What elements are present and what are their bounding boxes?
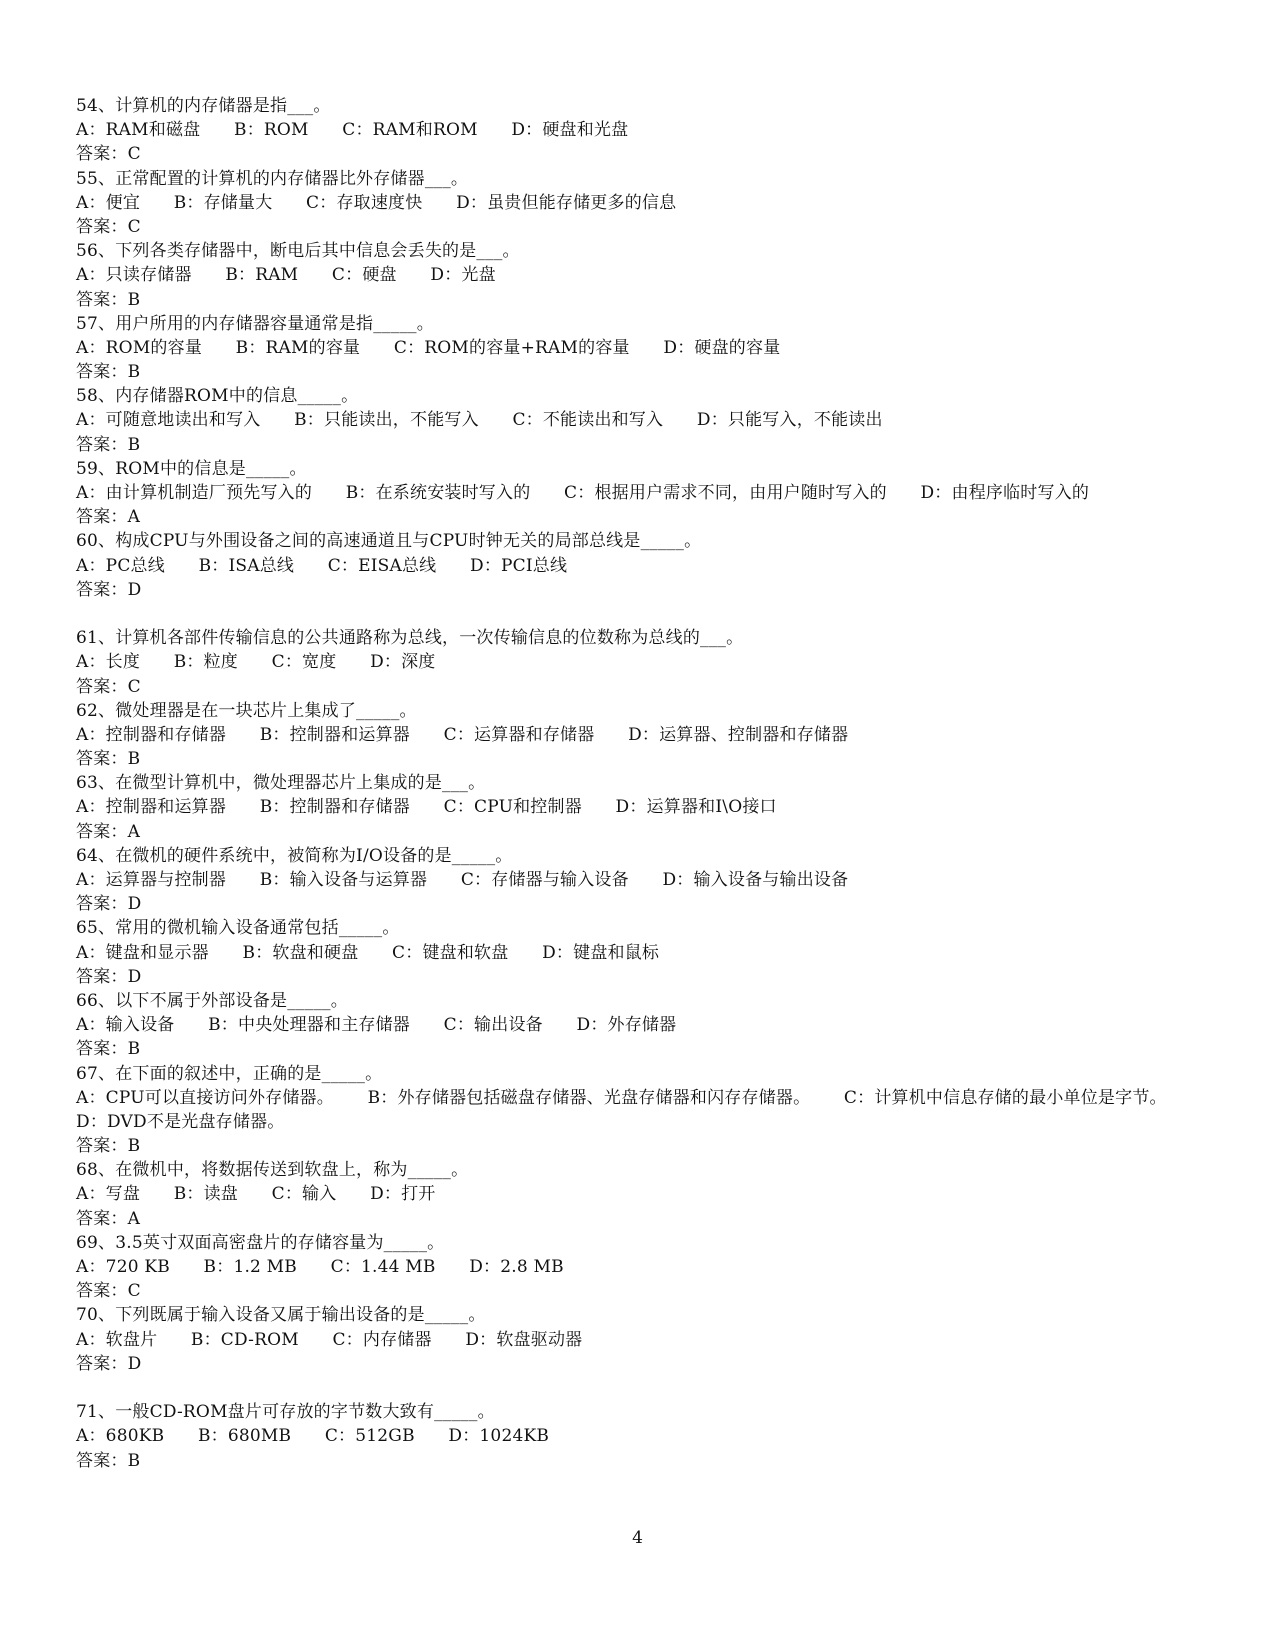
option-c: C：根据用户需求不同，由用户随时写入的 <box>564 483 887 503</box>
option-c: C：存储器与输入设备 <box>460 870 629 891</box>
option-d: D：打开 <box>370 1184 436 1205</box>
option-c: C：输入 <box>271 1184 337 1205</box>
question-block <box>76 384 1206 457</box>
option-a: A：PC总线 <box>76 555 165 576</box>
question-block <box>76 844 1206 917</box>
options-line <box>76 1182 1206 1206</box>
option-c: C：1.44 MB <box>330 1257 436 1278</box>
options-line <box>76 191 1206 215</box>
question-block <box>76 916 1206 989</box>
option-c: C：运算器和存储器 <box>443 724 595 745</box>
option-d: D：DVD不是光盘存储器。 <box>76 1111 285 1132</box>
question-text: 57、用户所用的内存储器容量通常是指_____。 <box>76 313 434 334</box>
question-block <box>76 239 1206 312</box>
question-block <box>76 1062 1206 1159</box>
option-a: A：只读存储器 <box>76 265 192 286</box>
option-a: A：写盘 <box>76 1184 141 1205</box>
option-a: A：可随意地读出和写入 <box>76 410 261 431</box>
question-block <box>76 1231 1206 1304</box>
option-d: D：深度 <box>370 652 436 673</box>
option-b: B：中央处理器和主存储器 <box>208 1015 411 1036</box>
option-b: B：1.2 MB <box>203 1257 297 1278</box>
option-a: A：RAM和磁盘 <box>76 120 201 141</box>
option-b: B：ISA总线 <box>198 555 295 576</box>
option-c: C：ROM的容量+RAM的容量 <box>393 337 630 358</box>
option-a: A：控制器和存储器 <box>76 724 227 745</box>
option-b: B：控制器和存储器 <box>259 797 410 818</box>
answer-text: 答案：D <box>76 894 142 915</box>
option-a: A：长度 <box>76 652 141 673</box>
option-c: C：内存储器 <box>332 1329 432 1350</box>
option-d: D：硬盘的容量 <box>663 337 781 358</box>
answer-text: 答案：B <box>76 289 141 310</box>
answer-text: 答案：A <box>76 1208 141 1229</box>
question-text: 56、下列各类存储器中，断电后其中信息会丢失的是___。 <box>76 241 520 262</box>
option-d: D：外存储器 <box>576 1015 677 1036</box>
option-b: B：RAM <box>225 265 299 286</box>
options-line <box>76 941 1206 965</box>
answer-text: 答案：D <box>76 966 142 987</box>
option-d: D：1024KB <box>448 1426 550 1447</box>
options-line <box>76 481 1206 505</box>
question-block <box>76 1400 1206 1473</box>
answer-text: 答案：B <box>76 434 141 455</box>
question-text: 69、3.5英寸双面高密盘片的存储容量为_____。 <box>76 1232 445 1253</box>
options-line <box>76 1086 1206 1134</box>
option-c: C：键盘和软盘 <box>392 942 509 963</box>
options-line <box>76 263 1206 287</box>
question-text: 68、在微机中，将数据传送到软盘上，称为_____。 <box>76 1160 469 1181</box>
question-block <box>76 457 1206 530</box>
question-text: 54、计算机的内存储器是指___。 <box>76 96 331 116</box>
question-text: 64、在微机的硬件系统中，被简称为I/O设备的是_____。 <box>76 845 513 866</box>
question-text: 71、一般CD-ROM盘片可存放的字节数大致有_____。 <box>76 1402 495 1423</box>
question-block <box>76 1158 1206 1231</box>
option-a: A：软盘片 <box>76 1329 158 1350</box>
option-a: A：运算器与控制器 <box>76 870 227 891</box>
question-block <box>76 94 1206 167</box>
options-line <box>76 554 1206 578</box>
option-d: D：硬盘和光盘 <box>511 120 629 141</box>
option-a: A：ROM的容量 <box>76 337 203 358</box>
option-d: D：运算器和I\O接口 <box>615 797 777 818</box>
option-b: B：在系统安装时写入的 <box>345 483 531 503</box>
option-d: D：运算器、控制器和存储器 <box>628 724 849 745</box>
answer-text: 答案：B <box>76 1450 141 1471</box>
options-line <box>76 723 1206 747</box>
option-b: B：外存储器包括磁盘存储器、光盘存储器和闪存存储器。 <box>367 1087 811 1108</box>
answer-text: 答案：C <box>76 1281 141 1302</box>
options-line <box>76 1255 1206 1279</box>
question-block <box>76 699 1206 772</box>
option-c: C：EISA总线 <box>327 555 437 576</box>
options-line <box>76 1013 1206 1037</box>
option-b: B：ROM <box>234 120 309 141</box>
question-text: 63、在微型计算机中，微处理器芯片上集成的是___。 <box>76 773 486 794</box>
answer-text: 答案：B <box>76 362 141 383</box>
option-b: B：RAM的容量 <box>235 337 361 358</box>
option-c: C：CPU和控制器 <box>443 797 582 818</box>
option-b: B：读盘 <box>173 1184 238 1205</box>
option-b: B：只能读出，不能写入 <box>294 410 479 431</box>
section-gap <box>76 1376 1206 1400</box>
page-number: 4 <box>632 1528 643 1548</box>
question-text: 70、下列既属于输入设备又属于输出设备的是_____。 <box>76 1305 486 1326</box>
option-b: B：CD-ROM <box>190 1329 299 1350</box>
question-text: 60、构成CPU与外围设备之间的高速通道且与CPU时钟无关的局部总线是_____。 <box>76 531 702 552</box>
option-d: D：软盘驱动器 <box>465 1329 583 1350</box>
document-body <box>76 94 1206 1473</box>
option-d: D：2.8 MB <box>469 1257 564 1278</box>
options-line <box>76 795 1206 819</box>
option-a: A：CPU可以直接访问外存储器。 <box>76 1087 334 1108</box>
answer-text: 答案：A <box>76 821 141 842</box>
question-block <box>76 771 1206 844</box>
option-b: B：软盘和硬盘 <box>242 942 359 963</box>
answer-text: 答案：C <box>76 676 141 697</box>
question-text: 61、计算机各部件传输信息的公共通路称为总线，一次传输信息的位数称为总线的___。 <box>76 628 744 649</box>
option-c: C：512GB <box>324 1426 415 1447</box>
option-c: C：输出设备 <box>443 1015 543 1036</box>
question-text: 55、正常配置的计算机的内存储器比外存储器___。 <box>76 168 469 189</box>
option-b: B：680MB <box>197 1426 292 1447</box>
option-d: D：虽贵但能存储更多的信息 <box>456 192 677 213</box>
options-line <box>76 650 1206 674</box>
question-block <box>76 1303 1206 1400</box>
option-a: A：便宜 <box>76 192 141 213</box>
option-d: D：由程序临时写入的 <box>920 483 1090 503</box>
option-d: D：光盘 <box>430 265 496 286</box>
option-a: A：由计算机制造厂预先写入的 <box>76 483 313 503</box>
option-c: C：RAM和ROM <box>342 120 478 141</box>
option-c: C：计算机中信息存储的最小单位是字节。 <box>843 1087 1167 1108</box>
question-block <box>76 626 1206 699</box>
question-block <box>76 529 1206 626</box>
option-c: C：硬盘 <box>331 265 397 286</box>
question-block <box>76 167 1206 240</box>
question-text: 62、微处理器是在一块芯片上集成了_____。 <box>76 700 417 721</box>
answer-text: 答案：C <box>76 216 141 237</box>
question-text: 58、内存储器ROM中的信息_____。 <box>76 386 359 407</box>
answer-text: 答案：A <box>76 507 141 528</box>
options-line <box>76 868 1206 892</box>
option-b: B：粒度 <box>173 652 238 673</box>
options-line <box>76 408 1206 432</box>
question-text: 66、以下不属于外部设备是_____。 <box>76 990 348 1011</box>
option-d: D：PCI总线 <box>470 555 568 576</box>
question-block <box>76 989 1206 1062</box>
options-line <box>76 336 1206 360</box>
option-c: C：不能读出和写入 <box>512 410 664 431</box>
option-a: A：控制器和运算器 <box>76 797 227 818</box>
question-block <box>76 312 1206 385</box>
option-a: A：720 KB <box>76 1257 170 1278</box>
answer-text: 答案：B <box>76 1136 141 1157</box>
option-a: A：输入设备 <box>76 1015 175 1036</box>
answer-text: 答案：D <box>76 1353 142 1374</box>
option-a: A：680KB <box>76 1426 165 1447</box>
option-b: B：控制器和运算器 <box>259 724 410 745</box>
answer-text: 答案：C <box>76 144 141 165</box>
option-d: D：输入设备与输出设备 <box>662 870 849 891</box>
answer-text: 答案：B <box>76 1039 141 1060</box>
option-a: A：键盘和显示器 <box>76 942 209 963</box>
option-c: C：宽度 <box>271 652 337 673</box>
option-d: D：只能写入，不能读出 <box>696 410 883 431</box>
options-line <box>76 1328 1206 1352</box>
answer-text: 答案：B <box>76 749 141 770</box>
section-gap <box>76 602 1206 626</box>
options-line <box>76 1424 1206 1448</box>
question-text: 67、在下面的叙述中，正确的是_____。 <box>76 1063 383 1084</box>
option-c: C：存取速度快 <box>306 192 423 213</box>
answer-text: 答案：D <box>76 579 142 600</box>
question-text: 59、ROM中的信息是_____。 <box>76 458 307 479</box>
options-line <box>76 118 1206 142</box>
option-b: B：存储量大 <box>173 192 273 213</box>
question-text: 65、常用的微机输入设备通常包括_____。 <box>76 918 400 939</box>
option-b: B：输入设备与运算器 <box>259 870 428 891</box>
option-d: D：键盘和鼠标 <box>542 942 660 963</box>
